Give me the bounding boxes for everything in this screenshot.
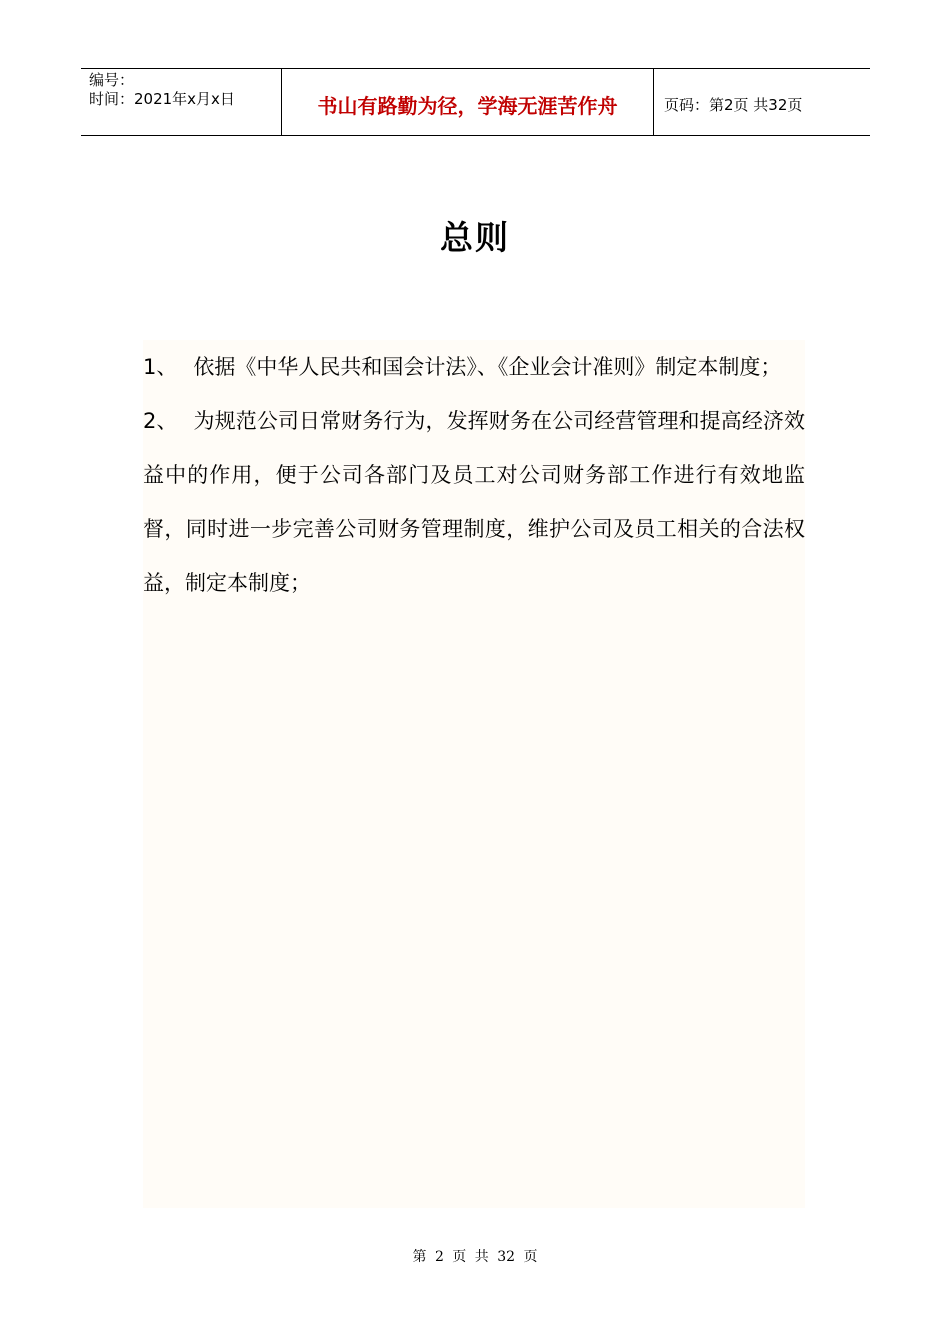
- paragraph-text: 依据《中华人民共和国会计法》、《企业会计准则》制定本制度；: [193, 355, 782, 379]
- document-title: 总则: [440, 218, 510, 257]
- header-page-code: 页码：第2页 共32页: [664, 95, 803, 114]
- document-number-label: 编号：: [89, 71, 135, 89]
- paragraph-number: 2、: [143, 409, 178, 433]
- document-time-label: 时间：2021年x月x日: [89, 90, 235, 108]
- header-meta: [81, 69, 281, 135]
- page-header: [81, 68, 870, 136]
- paragraph-2: [143, 394, 805, 610]
- paragraph-text: 为规范公司日常财务行为，发挥财务在公司经营管理和提高经济效益中的作用，便于公司各部门及员工对公司财务部工作进行有效地监督，同时进一步完善公司财务管理制度，维护公司及员工相关的合法权益，制定本制度；: [143, 409, 805, 595]
- paragraph-1: [143, 340, 805, 394]
- document-body: [143, 340, 805, 1208]
- page-footer: 第 2 页 共 32 页: [412, 1249, 538, 1265]
- header-motto: 书山有路勤为径，学海无涯苦作舟: [281, 69, 654, 135]
- paragraph-number: 1、: [143, 355, 178, 379]
